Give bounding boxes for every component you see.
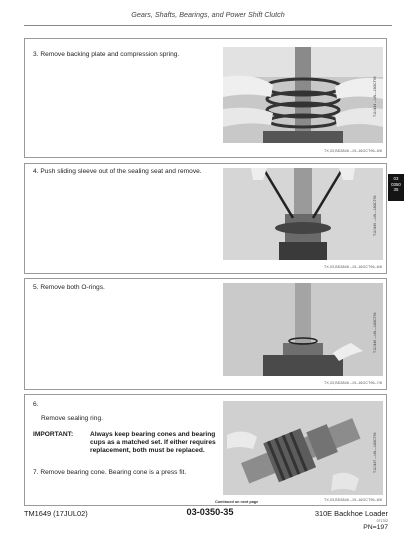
step-6-panel — [24, 394, 387, 506]
manual-number: TM1649 (17JUL02) — [24, 509, 88, 518]
step-5-photo-label: T110446 —UN—18OCT96 — [373, 312, 377, 353]
header-rule — [24, 25, 392, 26]
step-6-text: Remove sealing ring. — [41, 415, 103, 422]
page-code: 03-0350-35 — [186, 507, 234, 517]
step-7-text: 7. Remove bearing cone. Bearing cone is a press fit. — [33, 469, 187, 476]
step-3-photo — [223, 47, 383, 143]
machine-name: 310E Backhoe Loader — [314, 509, 388, 518]
page-header-title: Gears, Shafts, Bearings, and Power Shift Clutch — [131, 10, 285, 19]
step-3-panel — [24, 38, 387, 158]
side-tab-line-2: 0350 — [391, 181, 401, 187]
step-5-panel — [24, 278, 387, 390]
step-6-photo-label: T110447 —UN—18OCT96 — [373, 432, 377, 473]
step-6-number: 6. — [33, 401, 39, 408]
step-5-ref: TX,03,BD3848 –19–16OCT96–7/8 — [324, 381, 382, 385]
side-tab-line-3: 35 — [393, 187, 399, 193]
side-tab-line-1: 03 — [393, 176, 399, 181]
continued-note: Continued on next page — [215, 500, 259, 504]
step-3-ref: TX,03,BD3848 –19–16OCT96–5/8 — [324, 149, 382, 153]
step-6-ref: TX,03,BD3848 –19–16OCT96–8/8 — [324, 498, 382, 502]
step-3-photo-label: T110444 —UN—18OCT96 — [373, 76, 377, 117]
step-4-photo-label: T110445 —UN—18OCT96 — [373, 195, 377, 236]
important-label: IMPORTANT: — [33, 431, 74, 438]
important-text: Always keep bearing cones and bearing cups as a matched set. If either requires replacement, both must be replaced. — [90, 431, 216, 455]
step-4-text: 4. Push sliding sleeve out of the sealing seat and remove. — [33, 168, 202, 175]
page-number: PN=197 — [363, 524, 388, 531]
step-5-photo — [223, 283, 383, 376]
step-4-panel — [24, 163, 387, 274]
step-5-text: 5. Remove both O-rings. — [33, 284, 105, 291]
step-6-photo — [223, 401, 383, 495]
step-3-text: 3. Remove backing plate and compression spring. — [33, 51, 180, 58]
important-note — [33, 431, 223, 459]
step-4-ref: TX,03,BD3848 –19–16OCT96–6/8 — [324, 265, 382, 269]
section-side-tab — [388, 174, 404, 201]
footer-date-code: 071702 — [376, 519, 388, 523]
step-4-photo — [223, 168, 383, 260]
